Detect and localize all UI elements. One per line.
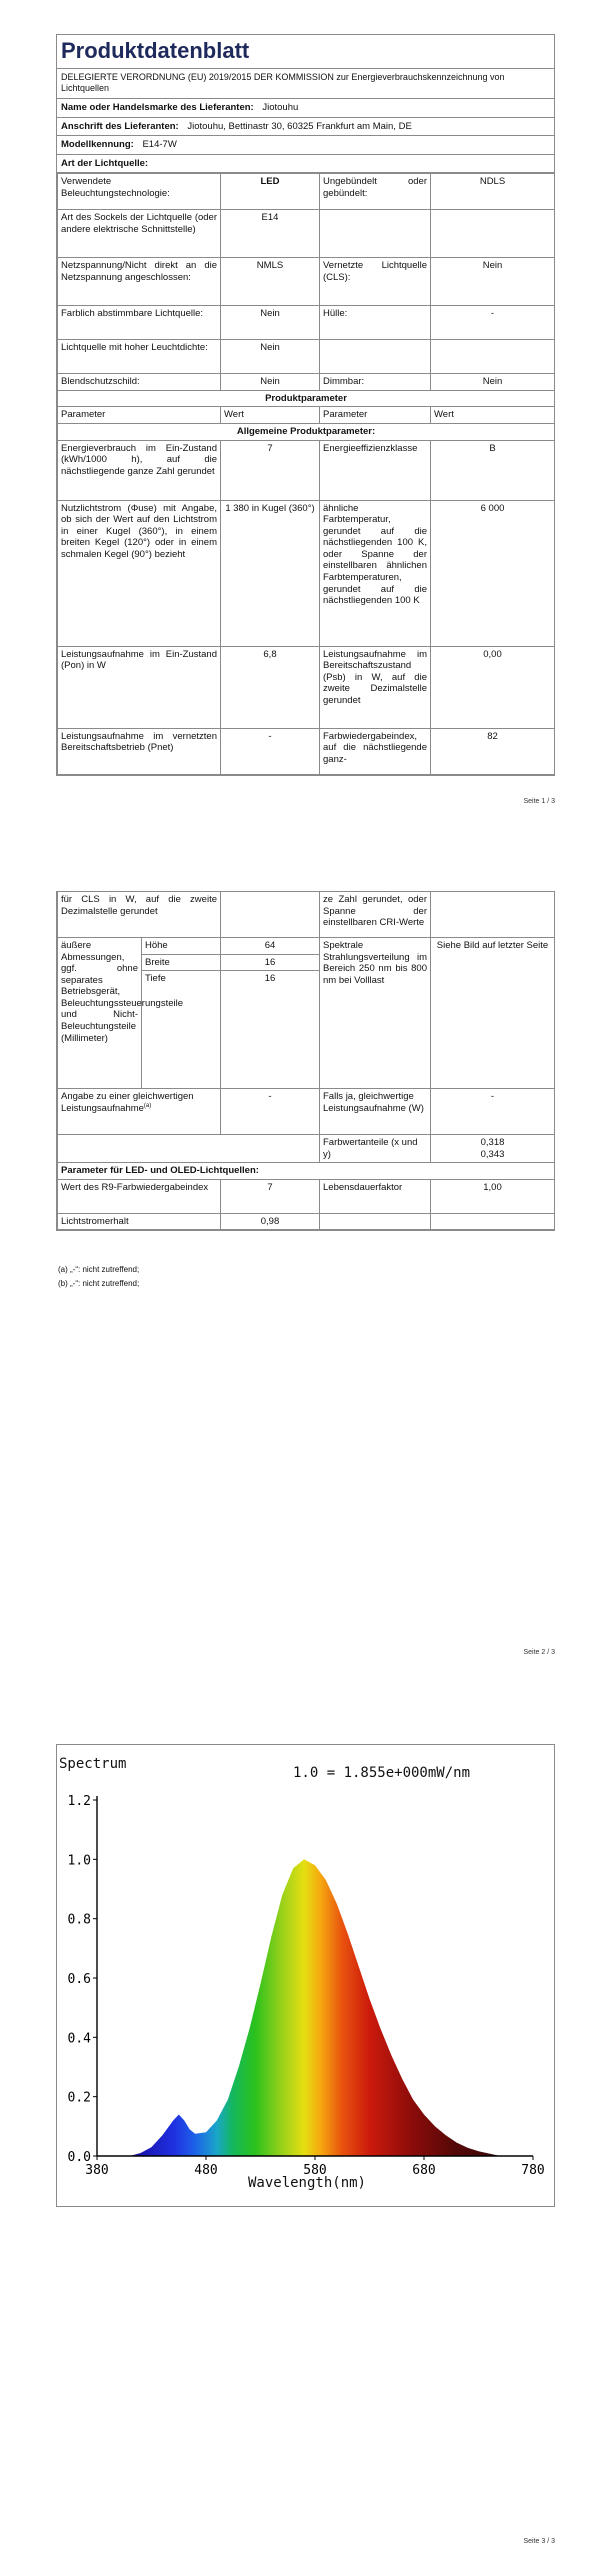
page-2	[0, 853, 603, 1706]
y-tick-label: 0.4	[67, 2031, 91, 2047]
param-value: E14	[221, 210, 320, 258]
model-row	[57, 136, 554, 155]
supplier-label: Name oder Handelsmarke des Lieferanten:	[61, 101, 254, 113]
dims-label: äußere Abmessungen, ggf. ohne separates Betriebsgerät, Beleuchtungssteuerungsteile und Nicht-Beleuchtungsteile (Millimeter)	[58, 938, 142, 1089]
param-label: Hülle:	[320, 306, 431, 340]
param-value: LED	[221, 174, 320, 210]
y-tick-label: 1.0	[67, 1853, 91, 1869]
param-label: Farbwertanteile (x und y)	[320, 1135, 431, 1163]
column-header: Parameter	[58, 407, 221, 424]
dim-name: Höhe	[142, 938, 221, 955]
regulation-text: DELEGIERTE VERORDNUNG (EU) 2019/2015 DER KOMMISSION zur Energieverbrauchskennzeichnung von Lichtquellen	[57, 69, 554, 99]
address-row	[57, 118, 554, 137]
param-value: 7	[221, 1179, 320, 1213]
table-row	[58, 174, 555, 210]
column-header: Parameter	[320, 407, 431, 424]
table-row	[58, 340, 555, 374]
table-row	[58, 440, 555, 500]
table-row	[58, 210, 555, 258]
table-row	[58, 646, 555, 728]
type-label: Art der Lichtquelle:	[61, 157, 149, 169]
param-label: Netzspannung/Nicht direkt an die Netzspannung angeschlossen:	[58, 258, 221, 306]
param-value	[431, 1135, 555, 1163]
footnote-ref: (a)	[143, 1102, 152, 1109]
column-header: Wert	[221, 407, 320, 424]
supplier-row	[57, 99, 554, 118]
empty-cell	[58, 1135, 320, 1163]
y-tick-label: 0.2	[67, 2090, 91, 2106]
param-label	[58, 1089, 221, 1135]
table-row	[58, 306, 555, 340]
param-value: 1,00	[431, 1179, 555, 1213]
x-tick-label: 480	[194, 2163, 218, 2178]
param-value: Nein	[431, 258, 555, 306]
page-number: Seite 1 / 3	[523, 798, 555, 805]
param-value: Nein	[221, 306, 320, 340]
page-number: Seite 3 / 3	[523, 2538, 555, 2545]
x-tick-label: 380	[85, 2163, 109, 2178]
dim-name: Breite	[142, 954, 221, 971]
empty-cell	[320, 340, 431, 374]
column-header: Wert	[431, 407, 555, 424]
table-row	[58, 1135, 555, 1163]
spectrum-chart-frame	[56, 1744, 555, 2207]
param-label: Ungebündelt oder gebündelt:	[320, 174, 431, 210]
x-tick-label: 680	[412, 2163, 436, 2178]
chromaticity-y: 0,343	[480, 1148, 505, 1160]
param-label: Leistungsaufnahme im vernetzten Bereitschaftsbetrieb (Pnet)	[58, 728, 221, 774]
y-tick-label: 0.0	[67, 2150, 91, 2165]
param-label: Lichtstromerhalt	[58, 1213, 221, 1230]
param-label: Leistungsaufnahme im Bereitschaftszustand (Psb) in W, auf die zweite Dezimalstelle gerundet	[320, 646, 431, 728]
param-value: -	[221, 728, 320, 774]
table-row	[58, 258, 555, 306]
spectrum-chart	[57, 1745, 556, 2208]
empty-cell	[320, 210, 431, 258]
param-label: Lebensdauerfaktor	[320, 1179, 431, 1213]
param-label: Falls ja, gleichwertige Leistungsaufnahme (W)	[320, 1089, 431, 1135]
type-table	[57, 173, 555, 774]
param-label: ze Zahl gerundet, oder Spanne der einstellbaren CRI-Werte	[320, 892, 431, 938]
dim-value: 16	[221, 954, 320, 971]
spectral-label: Spektrale Strahlungsverteilung im Bereich 250 nm bis 800 nm bei Volllast	[320, 938, 431, 1089]
param-value: NMLS	[221, 258, 320, 306]
param-value: Nein	[221, 340, 320, 374]
param-value: NDLS	[431, 174, 555, 210]
section-row	[58, 423, 555, 440]
datasheet-frame	[56, 34, 555, 776]
empty-cell	[431, 892, 555, 938]
param-label: Lichtquelle mit hoher Leuchtdichte:	[58, 340, 221, 374]
footnote-b: (b) „-“: nicht zutreffend;	[58, 1279, 140, 1288]
param-value: 1 380 in Kugel (360°)	[221, 500, 320, 646]
param-label: Farblich abstimmbare Lichtquelle:	[58, 306, 221, 340]
product-params-heading: Produktparameter	[58, 390, 555, 407]
table-row	[58, 728, 555, 774]
y-tick-label: 0.8	[67, 1912, 91, 1928]
section-row	[58, 390, 555, 407]
param-value: 6,8	[221, 646, 320, 728]
doc-title: Produktdatenblatt	[57, 35, 554, 69]
type-heading	[57, 155, 554, 174]
page-1	[0, 0, 603, 853]
param-label: Blendschutzschild:	[58, 374, 221, 391]
address-label: Anschrift des Lieferanten:	[61, 120, 179, 132]
table-row	[58, 1213, 555, 1230]
param-value: 0,98	[221, 1213, 320, 1230]
address-value: Jiotouhu, Bettinastr 30, 60325 Frankfurt am Main, DE	[187, 120, 412, 132]
param-value: Nein	[431, 374, 555, 391]
param-value: 6 000	[431, 500, 555, 646]
chart-title: Spectrum	[59, 1756, 127, 1772]
spectrum-area	[130, 1859, 501, 2156]
dim-name: Tiefe	[142, 971, 221, 1089]
empty-cell	[320, 1213, 431, 1230]
footnote-a: (a) „-“: nicht zutreffend;	[58, 1265, 140, 1274]
param-value: B	[431, 440, 555, 500]
param-label: Energieverbrauch im Ein-Zustand (kWh/1000 h), auf die nächstliegende ganze Zahl gerundet	[58, 440, 221, 500]
param-value: Nein	[221, 374, 320, 391]
empty-cell	[221, 892, 320, 938]
table-row	[58, 938, 555, 955]
general-params-heading: Allgemeine Produktparameter:	[58, 423, 555, 440]
equiv-label: Angabe zu einer gleichwertigen Leistungsaufnahme	[61, 1091, 194, 1114]
param-label: Wert des R9-Farbwiedergabeindex	[58, 1179, 221, 1213]
dim-value: 64	[221, 938, 320, 955]
x-axis-label: Wavelength(nm)	[247, 2175, 367, 2191]
param-value: -	[431, 1089, 555, 1135]
empty-cell	[431, 1213, 555, 1230]
param-label: ähnliche Farbtemperatur, gerundet auf die nächstliegenden 100 K, oder Spanne der einstellbaren ähnlichen Farbtemperaturen, gerundet auf die nächstliegenden 100 K	[320, 500, 431, 646]
param-label: Leistungsaufnahme im Ein-Zustand (Pon) in W	[58, 646, 221, 728]
x-tick-label: 580	[303, 2163, 327, 2178]
model-label: Modellkennung:	[61, 139, 134, 151]
column-header-row	[58, 407, 555, 424]
datasheet-frame-continued	[56, 891, 555, 1231]
table-row	[58, 1179, 555, 1213]
x-tick-label: 780	[521, 2163, 545, 2178]
chart-annotation: 1.0 = 1.855e+000mW/nm	[293, 1765, 471, 1781]
param-value: 7	[221, 440, 320, 500]
param-label: Energieeffizienzklasse	[320, 440, 431, 500]
table-row	[58, 374, 555, 391]
spectral-value: Siehe Bild auf letzter Seite	[431, 938, 555, 1089]
empty-cell	[431, 340, 555, 374]
empty-cell	[431, 210, 555, 258]
param-value: -	[431, 306, 555, 340]
table-row	[58, 1089, 555, 1135]
dim-value: 16	[221, 971, 320, 1089]
table-row	[58, 500, 555, 646]
param-label: Dimmbar:	[320, 374, 431, 391]
params-table-continued	[57, 891, 555, 1230]
param-value: 0,00	[431, 646, 555, 728]
param-label: Verwendete Beleuchtungstechnologie:	[58, 174, 221, 210]
param-label: Vernetzte Lichtquelle (CLS):	[320, 258, 431, 306]
y-tick-label: 1.2	[67, 1794, 91, 1809]
param-value: 82	[431, 728, 555, 774]
model-value: E14-7W	[142, 139, 177, 151]
param-value: -	[221, 1089, 320, 1135]
param-label: Nutzlichtstrom (Φuse) mit Angabe, ob sich der Wert auf den Lichtstrom in einer Kugel (360°), in einem breiten Kegel (120°) oder in einem schmalen Kegel (90°) bezieht	[58, 500, 221, 646]
led-params-heading: Parameter für LED- und OLED-Lichtquellen:	[58, 1163, 555, 1180]
table-row	[58, 892, 555, 938]
param-label: Art des Sockels der Lichtquelle (oder andere elektrische Schnittstelle)	[58, 210, 221, 258]
supplier-value: Jiotouhu	[262, 101, 299, 113]
param-label: für CLS in W, auf die zweite Dezimalstelle gerundet	[58, 892, 221, 938]
section-row	[58, 1163, 555, 1180]
param-label: Farbwiedergabeindex, auf die nächstliegende ganz-	[320, 728, 431, 774]
chromaticity-x: 0,318	[480, 1137, 505, 1149]
y-tick-label: 0.6	[67, 1972, 91, 1987]
page-number: Seite 2 / 3	[523, 1649, 555, 1656]
